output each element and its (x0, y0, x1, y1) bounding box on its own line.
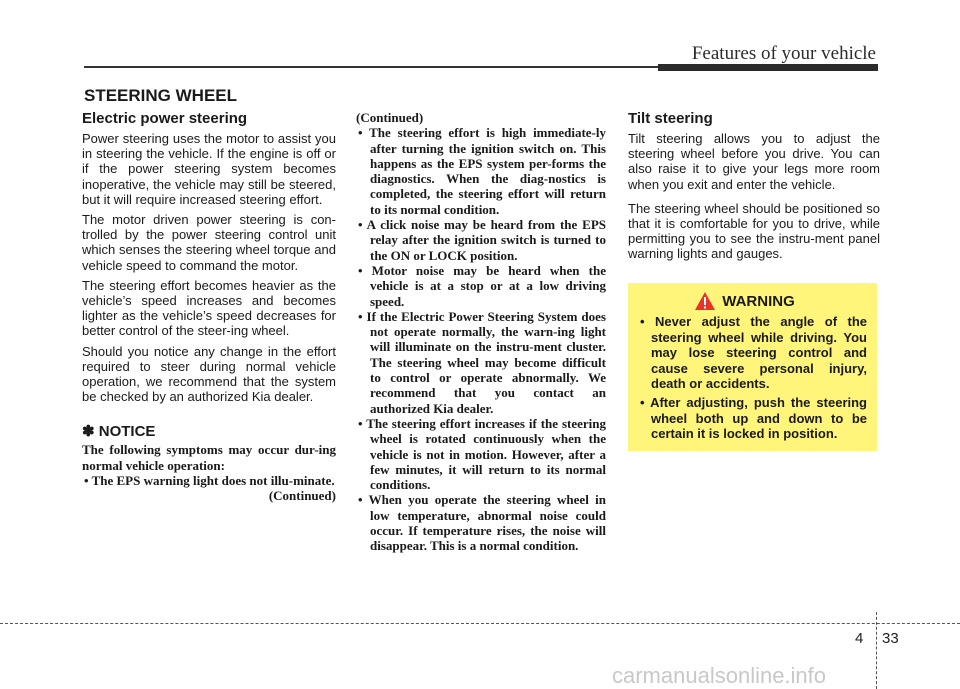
notice-bullet: • A click noise may be heard from the EPS relay after the ignition switch is turned to the ON or LOCK position. (358, 217, 606, 263)
paragraph: The motor driven power steering is con-trolled by the power steering control unit which senses the steering wheel torque and vehicle speed to command the motor. (82, 212, 336, 273)
notice-bullet: • The steering effort increases if the steering wheel is rotated continuously when the vehicle is not in motion. However, after a few minutes, it will return to its normal conditions. (358, 415, 606, 493)
notice-bullet: • The EPS warning light does not illu-minate. (84, 473, 335, 489)
footer-divider (876, 612, 877, 689)
warning-box (628, 283, 877, 451)
column-tilt-steering (628, 110, 880, 267)
paragraph: Should you notice any change in the effort required to steer during normal vehicle operation, we recommend that the system be checked by an authorized Kia dealer. (82, 343, 336, 405)
notice-bullet: • The steering effort is high immediate-ly after turning the ignition switch on. This happens as the EPS system per-forms the diagnostics. When the diag-nostics is completed, the steering effort will return to its normal condition. (358, 125, 606, 217)
header-title: Features of your vehicle (691, 43, 876, 64)
column-electric-power-steering (82, 110, 336, 504)
notice-intro: The following symptoms may occur dur-ing normal vehicle operation: (82, 442, 336, 473)
footer-rule (0, 623, 960, 624)
warning-item: • Never adjust the angle of the steering wheel while driving. You may lose steering control and cause severe personal injury, death or accidents. (640, 314, 867, 392)
notice-bullet: • When you operate the steering wheel in low temperature, abnormal noise could occur. If temperature rises, the noise will disappear. This is a normal condition. (358, 492, 606, 554)
chapter-number: 4 (855, 630, 864, 647)
paragraph: Power steering uses the motor to assist you in steering the vehicle. If the engine is off or if the power steering system becomes inoperative, the vehicle may still be steered, but it will require increased steering effort. (82, 131, 336, 207)
paragraph: Tilt steering allows you to adjust the steering wheel before you drive. You can also raise it to give your legs more room when you exit and enter the vehicle. (628, 131, 880, 192)
warning-header (622, 291, 867, 311)
column-notice-continued (356, 110, 606, 554)
page-number: 33 (882, 630, 899, 647)
notice-bullet: • Motor noise may be heard when the vehicle is at a stop or at a low driving speed. (358, 262, 606, 309)
warning-triangle-icon (694, 291, 716, 311)
header-bar (658, 64, 878, 71)
notice-title: ✽ NOTICE (82, 423, 156, 441)
section-title: STEERING WHEEL (84, 86, 238, 105)
electric-power-steering-heading: Electric power steering (82, 110, 248, 127)
tilt-steering-heading: Tilt steering (628, 110, 713, 127)
warning-item: • After adjusting, push the steering wheel both up and down to be certain it is locked in position. (640, 394, 867, 442)
paragraph: The steering effort becomes heavier as the vehicle’s speed increases and becomes lighter as the vehicle’s speed decreases for better control of the steer-ing wheel. (82, 277, 336, 339)
continued-label: (Continued) (268, 488, 336, 504)
watermark: carmanualsonline.info (612, 663, 827, 688)
paragraph: The steering wheel should be positioned so that it is comfortable for you to drive, while permitting you to see the instru-ment panel warning lights and gauges. (628, 200, 880, 262)
warning-title: WARNING (722, 292, 795, 310)
notice-bullet: • If the Electric Power Steering System does not operate normally, the warn-ing light will illuminate on the instru-ment cluster. The steering wheel may become difficult to control or operate abnormally. We recommend that you contact an authorized Kia dealer. (358, 308, 606, 416)
header-rule (84, 66, 658, 68)
continued-label: (Continued) (356, 110, 424, 125)
